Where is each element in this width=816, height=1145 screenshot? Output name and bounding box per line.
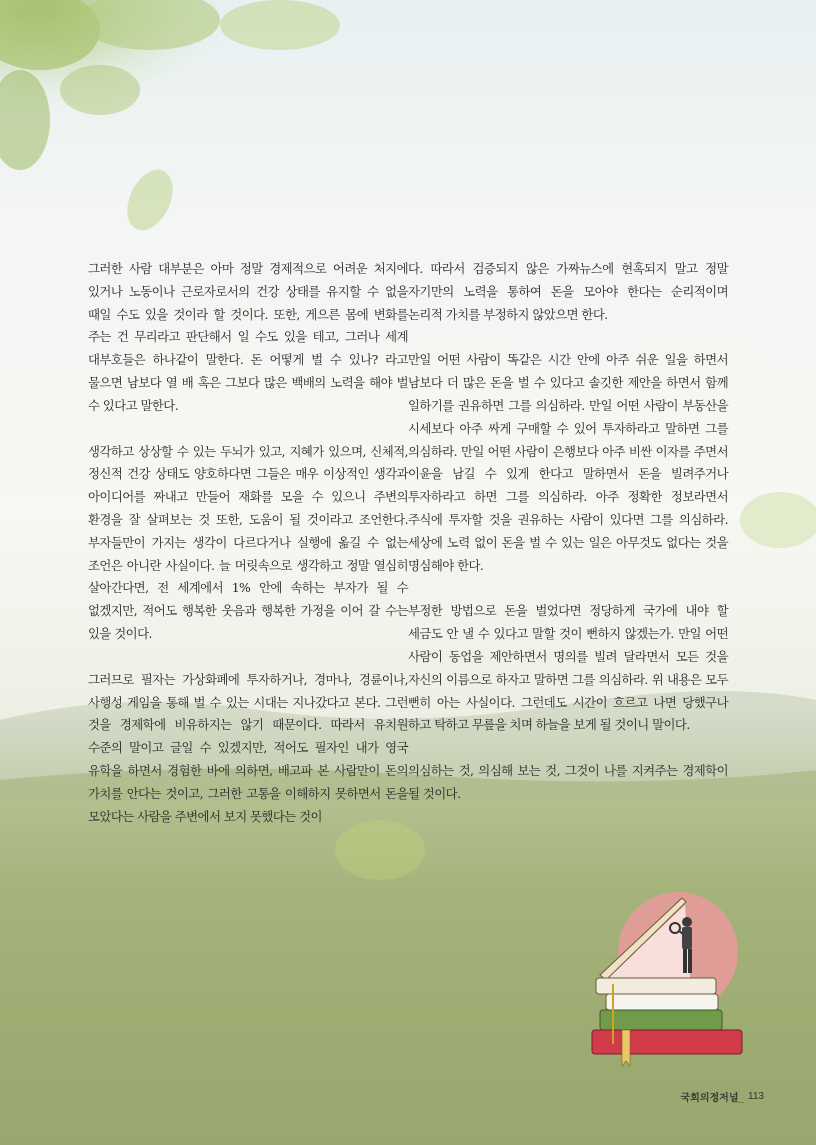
page-number: 113 [748, 1091, 764, 1102]
book-red [592, 1030, 742, 1054]
paragraph: 그러한 사람 대부분은 아마 정말 경제적으로 어려운 처지에 있거나 노동이나 근로자로서의 건강 상태를 유지할 수 없을 때일 수도 있을 것이라 할 것이다. 또한, 게으른 몸에 변화를 주는 건 무리라고 판단해서 일 수도 있을 테고, 그러나 세계 대부호들은 하나같이 말한다. 돈 어떻게 벌 수 있나? 라고 물으면 남보다 열 배 혹은 그보다 많은 백배의 노력을 해야 벌 수 있다고 말한다. [88, 261, 408, 413]
tree-leaves-decoration [0, 0, 380, 237]
paragraph: 생각하고 상상할 수 있는 두뇌가 있고, 지혜가 있으며, 신체적, 정신적 건강 상태도 양호하다면 그들은 매우 이상적인 생각과 아이디어를 짜내고 만들어 재화를 모을 수 있으니 주변의 환경을 잘 살펴보는 것 또한, 도움이 될 것이라고 조언한다. 부자들만이 가지는 생각이 다르다거나 실행에 옮길 수 없는 조언은 아니란 사실이다. 늘 머릿속으로 생각하고 정말 열심히 살아간다면, 전 세계에서 1% 안에 속하는 부자가 될 수 없겠지만, 적어도 행복한 웃음과 행복한 가정을 이어 갈 수는 있을 것이다. [88, 443, 408, 641]
paragraph: 다. 따라서 검증되지 않은 가짜뉴스에 현혹되지 말고 정말 자기만의 노력을 통하여 돈을 모아야 한다는 순리적이며 논리적 가치를 부정하지 않았으면 한다. [408, 261, 728, 322]
paragraph: 만일 어떤 사람이 똑같은 시간 안에 아주 쉬운 일을 하면서 남보다 더 많은 돈을 벌 수 있다고 솔깃한 제안을 하면서 함께 일하기를 권유하면 그를 의심하라. 만일 어떤 사람이 부동산을 시세보다 아주 싸게 구매할 수 있어 투자하라고 말하면 그를 의심하라. 만일 어떤 사람이 은행보다 아주 비싼 이자를 주면서 이윤을 남길 수 있게 한다고 말하면서 돈을 빌려주거나 투자하라고 하면 그를 의심하라. 아주 정확한 정보라면서 주식에 투자할 것을 권유하는 사람이 있다면 그를 의심하라. 세상에 노력 없이 돈을 벌 수 있는 일은 아무것도 없다는 것을 명심해야 한다. [408, 352, 728, 573]
books-magnifier-illustration-icon [590, 880, 750, 1080]
paragraph: 의심하는 것, 의심해 보는 것, 그것이 나를 지켜주는 경제학이 될 것이다. [408, 763, 728, 801]
paragraph: 부정한 방법으로 돈을 벌었다면 정당하게 국가에 내야 할 세금도 안 낼 수 있다고 말할 것이 뻔하지 않겠는가. 만일 어떤 사람이 동업을 제안하면서 명의를 빌려 달라면서 모든 것을 자신의 이름으로 하자고 말하면 그를 의심하라. 위 내용은 모두 뻔히 아는 사실이다. 그런데도 시간이 흐르고 나면 당했구나 하고 탁하고 무릎을 치며 하늘을 보게 될 것이니 말이다. [408, 603, 728, 733]
article-right-column [408, 258, 728, 851]
article-body [88, 258, 728, 851]
publication-name: 국회의정저널_ [680, 1093, 745, 1104]
article-left-column [88, 258, 408, 851]
book-white [606, 994, 718, 1010]
book-green [600, 1010, 722, 1030]
paragraph: 그러므로 필자는 가상화폐에 투자하거나, 경마나, 경륜이나, 사행성 게임을 통해 벌 수 있는 시대는 지나갔다고 본다. 그런 것을 경제학에 비유하지는 않기 때문이다. 따라서 유치원 수준의 말이고 글일 수 있겠지만, 적어도 필자인 내가 영국 유학을 하면서 경험한 바에 의하면, 배고파 본 사람만이 돈의 가치를 안다는 것이고, 그러한 고통을 이해하지 못하면서 돈을 모았다는 사람을 주변에서 보지 못했다는 것이 [88, 671, 408, 824]
page-footer [681, 1089, 764, 1104]
